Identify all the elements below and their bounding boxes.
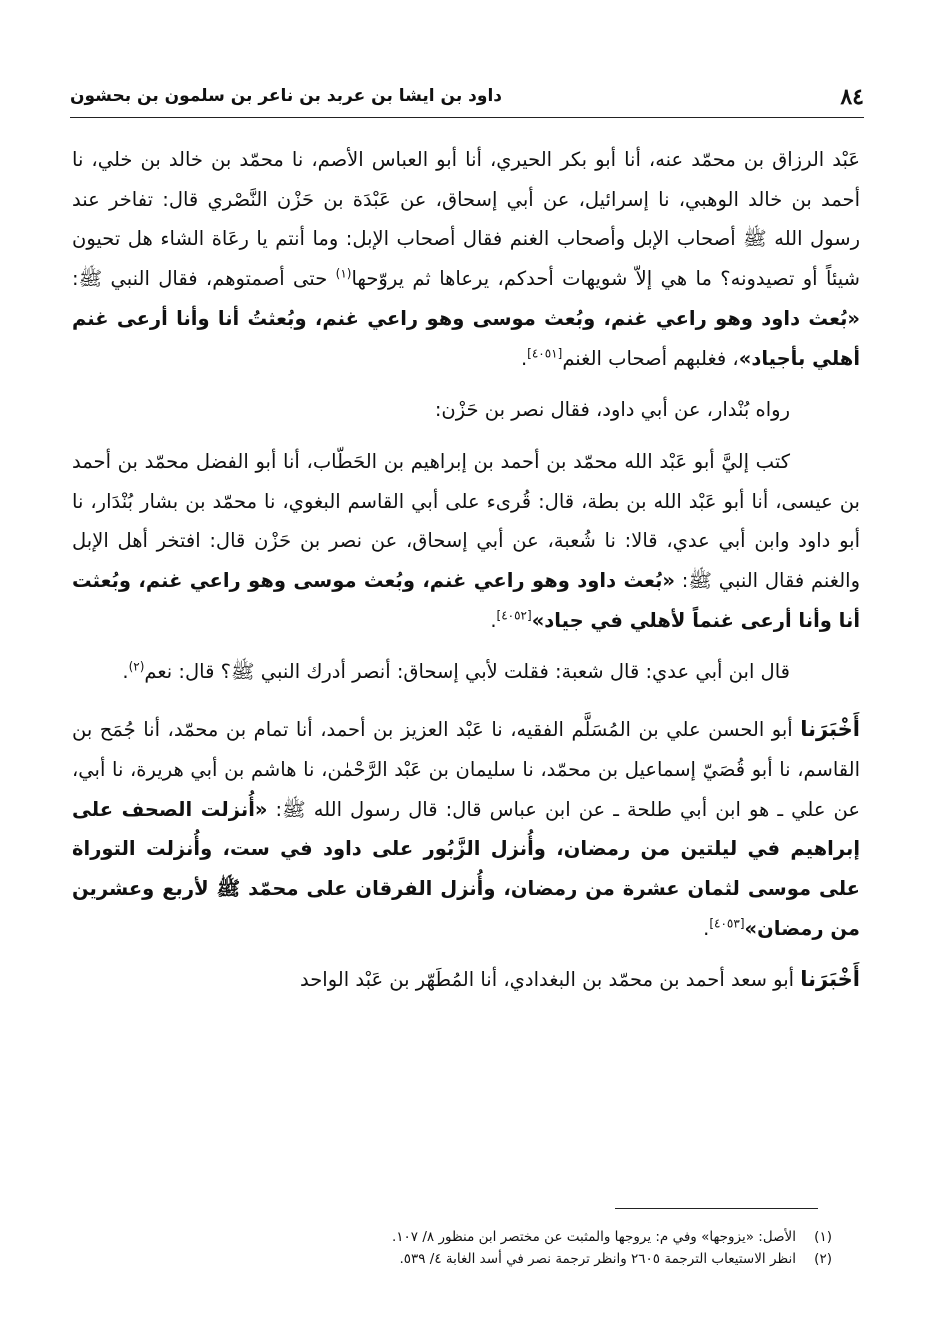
footnote-item [72, 1248, 832, 1270]
main-text [72, 140, 860, 1012]
text-segment: أبو سعد أحمد بن محمّد بن البغدادي، أنا المُطَهّر بن عَبْد الواحد [300, 968, 801, 992]
footnote-number: (٢) [814, 1251, 832, 1267]
text-segment: ، فغلبهم أصحاب الغنم [562, 346, 739, 370]
text-segment: . [122, 660, 129, 684]
running-title: داود بن ايشا بن عربد بن ناعر بن سلمون بن بحشون [70, 86, 502, 106]
footnote-number: (١) [814, 1229, 832, 1245]
text-segment: قال ابن أبي عدي: قال شعبة: فقلت لأبي إسحاق: أنصر أدرك النبي ﷺ؟ قال: نعم [144, 660, 790, 684]
text-segment: . [520, 346, 528, 370]
footnote-rule [615, 1208, 818, 1209]
text-segment: أبو الحسن علي بن المُسَلَّم الفقيه، نا عَبْد العزيز بن أحمد، أنا تمام بن محمّد، أنا جُمَح بن القاسم، نا أبو قُصَيّ إسماعيل بن محمّد، نا سليمان بن عَبْد الرَّحْمٰن، نا هاشم بن أبي هريرة، نا أبي، عن علي ـ هو ابن أبي طلحة ـ عن ابن عباس قال: قال رسول الله ﷺ: [72, 718, 860, 821]
hadith-text: «أُنزلت الصحف على إبراهيم في ليلتين من رمضان، وأُنزل الزَّبُور على داود في ست، وأُنزلت التوراة على موسى لثمان عشرة من رمضان، وأُنزل الفرقان على محمّد ﷺ لأربع وعشرين من رمضان» [72, 797, 860, 940]
reference-marker: [٤٠٥٢] [496, 608, 532, 623]
paragraph-p4 [72, 652, 860, 692]
isnad-keyword: أَخْبَرَنا [800, 717, 860, 742]
reference-marker: [٤٠٥٣] [709, 916, 745, 931]
hadith-text: «بُعث داود وهو راعي غنم، وبُعث موسى وهو راعي غنم، وبُعثت أنا وأنا أرعى غنماً لأهلي في جياد» [72, 569, 860, 632]
paragraph-p5 [72, 710, 860, 948]
header-rule [70, 117, 864, 118]
reference-marker: (١) [335, 266, 352, 281]
text-segment: كتب إليَّ أبو عَبْد الله محمّد بن أحمد بن إبراهيم بن الحَطّاب، أنا أبو الفضل محمّد بن أحمد بن عيسى، أنا أبو عَبْد الله بن بطة، قال: قُرىء على أبي القاسم البغوي، نا محمّد بن بشار بُنْدَار، نا أبو داود وابن أبي عدي، قالا: نا شُعبة، عن أبي إسحاق، عن نصر بن حَزْن قال: افتخر أهل الإبل والغنم فقال النبي ﷺ: [72, 449, 860, 593]
paragraph-p1 [72, 140, 860, 378]
reference-marker: (٢) [128, 659, 145, 674]
footnote-text: الأصل: «يزوجها» وفي م: يروجها والمثبت عن مختصر ابن منظور ٨/ ١٠٧. [392, 1229, 796, 1245]
text-segment: رواه بُنْدار، عن أبي داود، فقال نصر بن حَزْن: [434, 398, 790, 422]
page-number: ٨٤ [840, 84, 864, 110]
page-header [70, 80, 864, 116]
paragraph-p6 [72, 960, 860, 1000]
paragraph-p3 [72, 442, 860, 641]
footnote-text: انظر الاستيعاب الترجمة ٢٦٠٥ وانظر ترجمة نصر في أسد الغابة ٤/ ٥٣٩. [399, 1251, 796, 1267]
isnad-keyword: أَخْبَرَنا [800, 967, 860, 992]
paragraph-p2 [72, 390, 860, 430]
text-segment: عَبْد الرزاق بن محمّد عنه، أنا أبو بكر الحيري، أنا أبو العباس الأصم، نا محمّد بن خالد بن خلي، نا أحمد بن خالد الوهبي، نا إسرائيل، عن أبي إسحاق، عن عَبْدَة بن حَزْن النَّصْري قال: تفاخر عند رسول الله ﷺ أصحاب الإبل وأصحاب الغنم فقال أصحاب الإبل: وما أنتم يا رعَاة الشاء هل تحيون شيئاً أو تصيدونه؟ ما هي إلاّ شويهات أحدكم، يرعاها ثم يروّحها [72, 148, 860, 291]
text-segment: . [703, 916, 710, 940]
text-segment: . [490, 608, 497, 632]
footnote-item [72, 1226, 832, 1248]
reference-marker: [٤٠٥١] [527, 346, 563, 361]
hadith-text: «بُعث داود وهو راعي غنم، وبُعث موسى وهو راعي غنم، وبُعثتُ أنا وأنا أرعى غنم أهلي بأجياد» [72, 306, 860, 370]
footnotes [72, 1226, 832, 1270]
text-segment: حتى أصمتوهم، فقال النبي ﷺ: [72, 267, 336, 291]
